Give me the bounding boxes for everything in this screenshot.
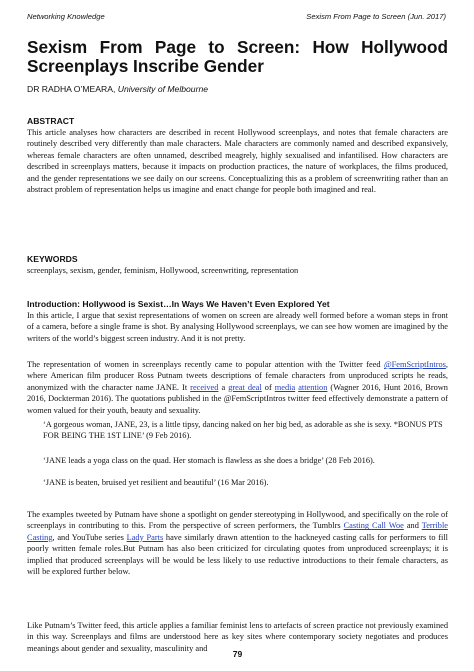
author-line bbox=[27, 84, 208, 94]
author-name: DR RADHA O’MEARA, bbox=[27, 84, 116, 94]
quote-1: ‘A gorgeous woman, JANE, 23, is a little tipsy, dancing naked on her big bed, as adorable as she is sexy. *BONUS PTS FOR BEING THE 1ST LINE’ (9 Feb 2016). bbox=[43, 420, 443, 441]
page-number: 79 bbox=[232, 649, 243, 659]
quote-3: ‘JANE is beaten, bruised yet resilient and beautiful’ (16 Mar 2016). bbox=[43, 478, 269, 487]
quote-2: ‘JANE leads a yoga class on the quad. Her stomach is flawless as she does a bridge’ (28 Feb 2016). bbox=[43, 456, 375, 465]
lady-parts-link[interactable]: Lady Parts bbox=[126, 532, 164, 542]
intro-paragraph-4: Like Putnam’s Twitter feed, this article applies a familiar feminist lens to artefacts of screen practice not previously examined in this way. Screenplays and films are understood here as key sites where contemporary society negotiates and produces meanings about gender and sexuality, masculinity and bbox=[27, 621, 448, 653]
running-header-journal: Networking Knowledge bbox=[27, 12, 105, 21]
intro-paragraph-1: In this article, I argue that sexist representations of women on screen are already well formed before a woman steps in front of a camera, before a single frame is shot. By analysing Hollywood screenplays, we can see how women are imagined by the writers of the world’s biggest screen industry. And it is not pretty. bbox=[27, 311, 448, 343]
received-link[interactable]: received bbox=[190, 382, 219, 392]
running-header-article: Sexism From Page to Screen (Jun. 2017) bbox=[306, 12, 446, 21]
casting-call-woe-link[interactable]: Casting Call Woe bbox=[343, 521, 404, 531]
intro-heading: Introduction: Hollywood is Sexist…In Ways We Haven’t Even Explored Yet bbox=[27, 299, 330, 309]
media-link[interactable]: media bbox=[274, 382, 296, 392]
intro-paragraph-3: The examples tweeted by Putnam have shone a spotlight on gender stereotyping in Hollywood, and specifically on the role of screenplays in contributing to this. From the perspective of screen performers, the Tumblrs Casting Call Woe and Terrible Casting, and YouTube series Lady Parts have similarly drawn attention to the hackneyed casting calls for performers to fill poorly written female roles.But Putnam has also been criticized for circulating quotes from unproduced screenplays; it is implied that produced screenplays will be would be less likely to use reductive introductions to their female characters, as will be explored further below. bbox=[27, 510, 448, 577]
attention-link[interactable]: attention bbox=[298, 382, 328, 392]
article-title: Sexism From Page to Screen: How Hollywood Screenplays Inscribe Gender bbox=[27, 37, 448, 76]
keywords-heading: KEYWORDS bbox=[27, 254, 78, 264]
author-affiliation: University of Melbourne bbox=[117, 84, 209, 94]
femscriptintros-link[interactable]: @FemScriptIntros bbox=[383, 360, 446, 369]
intro-paragraph-2: The representation of women in screenplays recently came to popular attention with the Twitter feed @FemScriptIntros, where American film producer Ross Putnam tweets descriptions of female characters from unproduced scripts he reads, anonymized with the character name JANE. It received a great deal of media attention (Wagner 2016, Hunt 2016, Brown 2016, Dockterman 2016). The quotations published in the @FemScriptIntros twitter feed effectively demonstrate a pattern of women valued for their youth, beauty and sexuality. bbox=[27, 360, 448, 415]
abstract-heading: ABSTRACT bbox=[27, 116, 75, 126]
keywords-text: screenplays, sexism, gender, feminism, Hollywood, screenwriting, representation bbox=[27, 266, 299, 275]
terrible-casting-link[interactable]: Terrible Casting bbox=[27, 521, 448, 542]
abstract-text: This article analyses how characters are described in recent Hollywood screenplays, and notes that female characters are routinely described very differently than male characters. Male characters are commonly named and described expansively, whereas female characters are often unnamed, described meagrely, highly sexualised and infantilised. How characters are described in screenplays matters, because it impacts on production practices, the nature of workplaces, the films produced, and the gender representations we see daily on our screens. Conceptualizing this as a problem of screenwriting rather than an abstract problem of representation helps us imagine and enact change for people both imagined and real. bbox=[27, 128, 448, 195]
great-deal-link[interactable]: great deal bbox=[228, 382, 262, 392]
